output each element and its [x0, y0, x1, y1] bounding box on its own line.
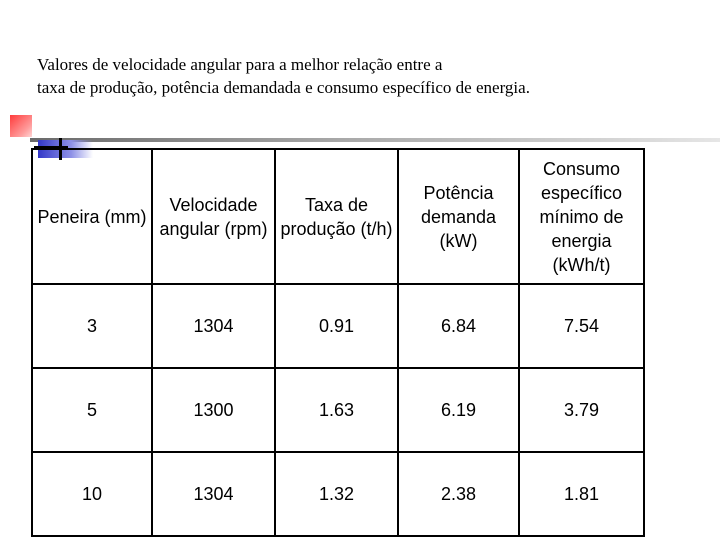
header-divider-rule	[30, 138, 720, 142]
header-row	[32, 149, 644, 284]
header-potencia-demanda: Potência demanda (kW)	[398, 149, 519, 284]
table-cell: 6.19	[398, 368, 519, 452]
table-cell: 0.91	[275, 284, 398, 368]
title-line-1: Valores de velocidade angular para a melhor relação entre a	[37, 55, 443, 74]
table-cell: 1.32	[275, 452, 398, 536]
table-header	[32, 149, 644, 284]
table-cell: 1300	[152, 368, 275, 452]
table-cell: 3.79	[519, 368, 644, 452]
results-table	[31, 148, 645, 537]
table-cell: 2.38	[398, 452, 519, 536]
table-cell: 1304	[152, 284, 275, 368]
header-consumo-especifico: Consumo específico mínimo de energia (kWh/t)	[519, 149, 644, 284]
table-row	[32, 452, 644, 536]
table-body	[32, 284, 644, 536]
title-line-2: taxa de produção, potência demandada e consumo específico de energia.	[37, 78, 530, 97]
table-cell: 1304	[152, 452, 275, 536]
table-cell: 5	[32, 368, 152, 452]
table-cell: 1.81	[519, 452, 644, 536]
header-taxa-producao: Taxa de produção (t/h)	[275, 149, 398, 284]
slide-title	[37, 53, 530, 99]
table-cell: 3	[32, 284, 152, 368]
bullet-red-square-icon	[10, 115, 32, 137]
header-peneira: Peneira (mm)	[32, 149, 152, 284]
header-velocidade-angular: Velocidade angular (rpm)	[152, 149, 275, 284]
table-row	[32, 368, 644, 452]
table-cell: 1.63	[275, 368, 398, 452]
table-cell: 6.84	[398, 284, 519, 368]
table-cell: 7.54	[519, 284, 644, 368]
table-cell: 10	[32, 452, 152, 536]
table-row	[32, 284, 644, 368]
